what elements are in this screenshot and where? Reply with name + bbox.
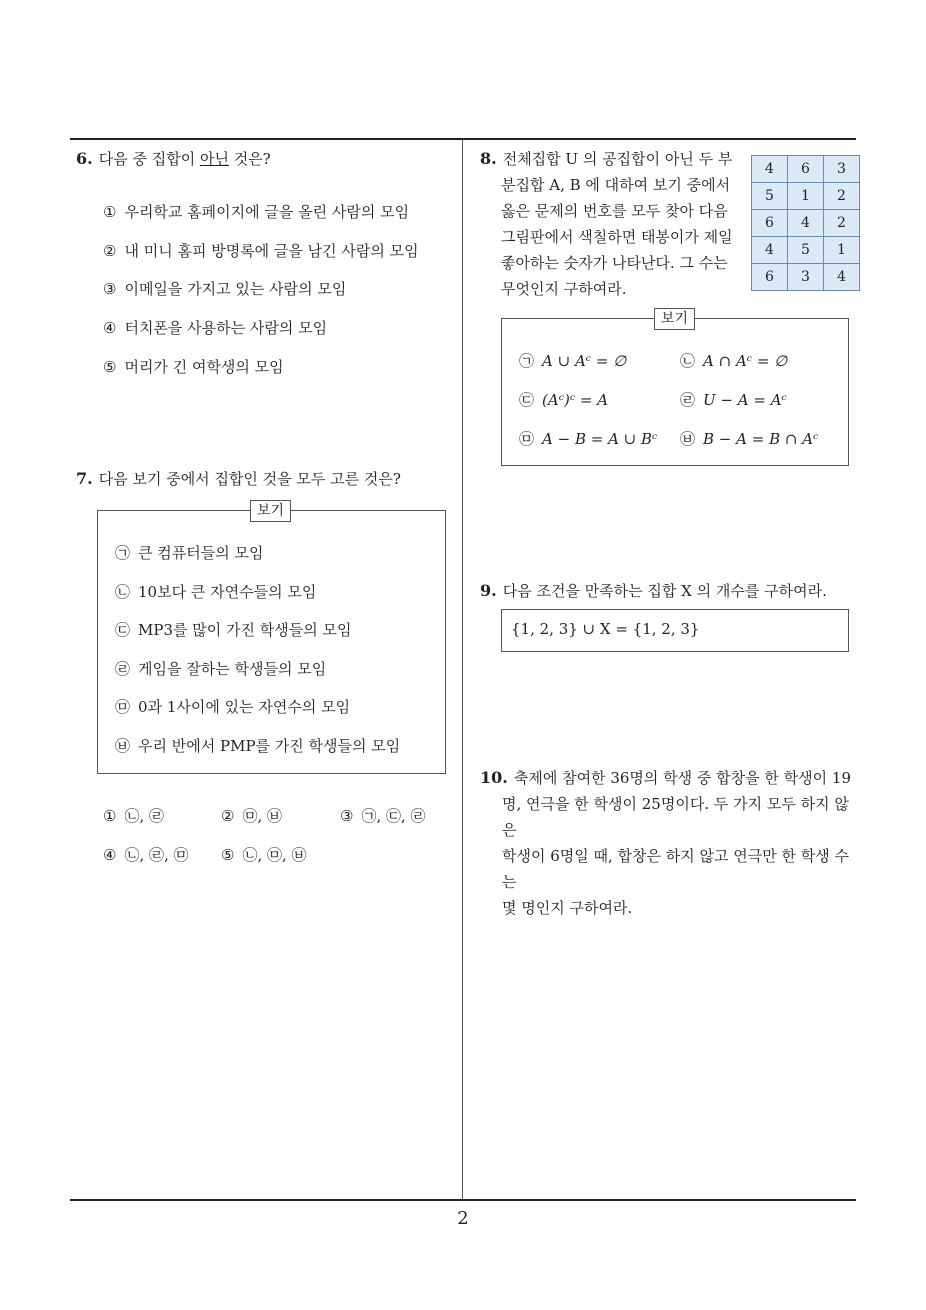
item-mark: ㉢ [115,621,131,639]
question-9-title [480,578,827,604]
grid-row [752,237,860,264]
item-text: U − A = Aᶜ [703,391,787,409]
question-9-number: 9. [480,581,497,600]
question-7-text: 다음 보기 중에서 집합인 것을 모두 고른 것은? [98,470,401,488]
question-8-line: 좋아하는 숫자가 나타난다. 그 수는 [501,254,728,272]
grid-cell[interactable]: 6 [752,210,788,237]
answer-mark: ④ [103,846,117,864]
choice-text: 우리학교 홈페이지에 글을 올린 사람의 모임 [124,203,410,221]
item-mark: ㉣ [680,391,696,409]
choice-mark: ③ [103,280,117,298]
grid-row [752,264,860,291]
bottom-rule [70,1199,856,1201]
question-9-condition: {1, 2, 3} ∪ X = {1, 2, 3} [511,620,700,638]
choice-mark: ② [103,242,117,260]
choice-text: 터치폰을 사용하는 사람의 모임 [124,319,328,337]
question-7-item [115,543,263,563]
question-8-text: 전체집합 U 의 공집합이 아닌 두 부 [502,150,733,168]
grid-cell[interactable]: 4 [788,210,824,237]
question-7-answer[interactable] [103,845,189,865]
choice-text: 머리가 긴 여학생의 모임 [124,358,284,376]
question-7-item [115,736,400,756]
grid-cell[interactable]: 1 [788,183,824,210]
question-8-line: 그림판에서 색칠하면 태봉이가 제일 [501,228,733,246]
question-8-item [680,390,787,410]
question-8-line: 옳은 문제의 번호를 모두 찾아 다음 [501,202,728,220]
question-10-line: 학생이 6명일 때, 합창은 하지 않고 연극만 한 학생 수는 [502,847,850,891]
item-mark: ㉠ [519,352,535,370]
question-6-number: 6. [76,149,93,168]
top-rule [70,138,856,140]
choice-mark: ① [103,203,117,221]
question-6-choice[interactable] [103,279,346,299]
grid-cell[interactable]: 5 [788,237,824,264]
question-6-choice[interactable] [103,202,409,222]
question-7-item [115,620,351,640]
answer-text: ㉡, ㉣ [124,807,164,825]
choice-text: 내 미니 홈피 방명록에 글을 남긴 사람의 모임 [124,242,419,260]
question-7-item [115,697,350,717]
answer-mark: ① [103,807,117,825]
question-6-choice[interactable] [103,241,419,261]
answer-text: ㉡, ㉤, ㉥ [242,846,307,864]
answer-mark: ② [221,807,235,825]
question-8-item [680,429,818,449]
question-6-underlined: 아닌 [199,150,229,168]
grid-row [752,183,860,210]
question-8-item [519,429,657,449]
item-text: 큰 컴퓨터들의 모임 [138,544,264,562]
question-7-title [76,466,401,492]
item-mark: ㉣ [115,660,131,678]
question-7-answer[interactable] [103,806,164,826]
grid-cell[interactable]: 5 [752,183,788,210]
question-8-bogi-label: 보기 [654,308,695,330]
question-7-item [115,659,326,679]
grid-cell[interactable]: 3 [788,264,824,291]
item-mark: ㉡ [680,352,696,370]
question-7-number: 7. [76,469,93,488]
choice-text: 이메일을 가지고 있는 사람의 모임 [124,280,347,298]
item-mark: ㉤ [519,430,535,448]
item-text: 0과 1사이에 있는 자연수의 모임 [138,698,351,716]
grid-cell[interactable]: 4 [824,264,860,291]
choice-mark: ④ [103,319,117,337]
question-8-line [480,146,742,172]
question-7-item [115,582,316,602]
answer-mark: ⑤ [221,846,235,864]
grid-cell[interactable]: 2 [824,183,860,210]
answer-text: ㉡, ㉣, ㉤ [124,846,189,864]
question-9-text: 다음 조건을 만족하는 집합 X 의 개수를 구하여라. [502,582,827,600]
question-10-number: 10. [480,768,508,787]
question-6-text-end: 것은? [228,150,271,168]
item-text: (Aᶜ)ᶜ = A [542,391,609,409]
grid-cell[interactable]: 2 [824,210,860,237]
grid-cell[interactable]: 6 [752,264,788,291]
answer-mark: ③ [340,807,354,825]
question-10-line: 명, 연극을 한 학생이 25명이다. 두 가지 모두 하지 않은 [502,795,849,839]
question-8-number: 8. [480,149,497,168]
item-mark: ㉥ [680,430,696,448]
answer-text: ㉤, ㉥ [242,807,282,825]
grid-cell[interactable]: 1 [824,237,860,264]
answer-text: ㉠, ㉢, ㉣ [361,807,426,825]
grid-cell[interactable]: 4 [752,156,788,183]
question-8-body [480,146,742,302]
question-7-answer[interactable] [221,845,307,865]
question-6-title [76,146,271,172]
question-8-line: 분집합 A, B 에 대하여 보기 중에서 [501,176,731,194]
column-divider [462,139,463,1201]
question-7-bogi-label: 보기 [250,500,291,522]
item-text: 게임을 잘하는 학생들의 모임 [138,660,327,678]
item-text: MP3를 많이 가진 학생들의 모임 [138,621,352,639]
question-8-item [519,351,626,371]
grid-cell[interactable]: 3 [824,156,860,183]
question-6-choice[interactable] [103,318,327,338]
grid-cell[interactable]: 4 [752,237,788,264]
question-10-line: 몇 명인지 구하여라. [502,899,633,917]
item-text: B − A = B ∩ Aᶜ [703,430,819,448]
question-7-answer[interactable] [221,806,282,826]
item-mark: ㉥ [115,737,131,755]
question-6-choice[interactable] [103,357,284,377]
question-8-item [680,351,787,371]
grid-row [752,156,860,183]
question-10-line [480,765,860,791]
number-grid [751,155,860,291]
question-6-text: 다음 중 집합이 [98,150,200,168]
grid-cell[interactable]: 6 [788,156,824,183]
item-text: A ∪ Aᶜ = ∅ [542,352,627,370]
item-text: 10보다 큰 자연수들의 모임 [138,583,317,601]
question-8-item [519,390,608,410]
item-text: A − B = A ∪ Bᶜ [542,430,658,448]
page-number: 2 [457,1208,469,1229]
question-10-body [480,765,860,921]
item-text: 우리 반에서 PMP를 가진 학생들의 모임 [138,737,401,755]
choice-mark: ⑤ [103,358,117,376]
grid-row [752,210,860,237]
item-mark: ㉤ [115,698,131,716]
item-mark: ㉢ [519,391,535,409]
question-10-text: 축제에 참여한 36명의 학생 중 합창을 한 학생이 19 [513,769,851,787]
question-8-line: 무엇인지 구하여라. [501,280,627,298]
item-text: A ∩ Aᶜ = ∅ [703,352,788,370]
question-7-answer[interactable] [340,806,426,826]
item-mark: ㉡ [115,583,131,601]
item-mark: ㉠ [115,544,131,562]
